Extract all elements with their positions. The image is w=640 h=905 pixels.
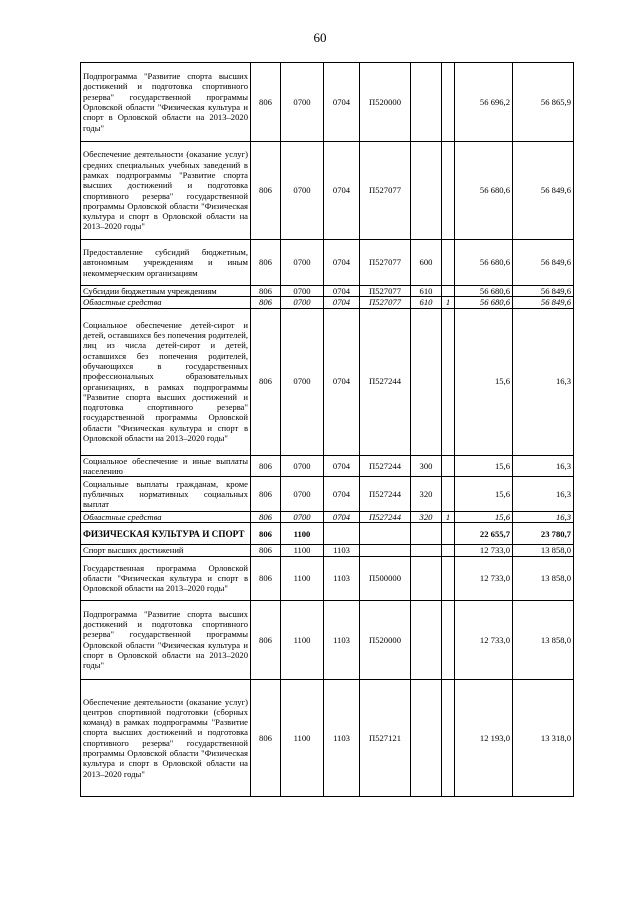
target-article-code: П500000 — [360, 556, 411, 600]
amount-year-1: 12 193,0 — [455, 679, 513, 796]
amount-year-2: 16,3 — [513, 308, 574, 455]
amount-year-1: 56 680,6 — [455, 142, 513, 240]
funding-source-code — [442, 286, 455, 297]
row-description: ФИЗИЧЕСКАЯ КУЛЬТУРА И СПОРТ — [81, 523, 251, 545]
table-row — [81, 286, 574, 297]
amount-year-1: 15,6 — [455, 308, 513, 455]
subsection-code: 0704 — [324, 286, 360, 297]
section-code: 1100 — [281, 556, 324, 600]
section-code: 0700 — [281, 286, 324, 297]
amount-year-1: 22 655,7 — [455, 523, 513, 545]
target-article-code: П527077 — [360, 286, 411, 297]
table-row — [81, 455, 574, 477]
funding-source-code: 1 — [442, 297, 455, 308]
section-code: 0700 — [281, 63, 324, 142]
section-code: 0700 — [281, 308, 324, 455]
amount-year-2: 16,3 — [513, 512, 574, 523]
ministry-code: 806 — [251, 556, 281, 600]
section-code: 1100 — [281, 600, 324, 679]
table-row — [81, 308, 574, 455]
expense-kind-code: 610 — [411, 286, 442, 297]
target-article-code: П527077 — [360, 240, 411, 286]
row-description: Социальное обеспечение и иные выплаты населению — [81, 455, 251, 477]
row-description: Субсидии бюджетным учреждениям — [81, 286, 251, 297]
funding-source-code — [442, 63, 455, 142]
target-article-code — [360, 545, 411, 556]
row-description: Подпрограмма "Развитие спорта высших достижений и подготовка спортивного резерва" государственной программы Орловской области "Физическая культура и спорт в Орловской области на 2013–2020 годы" — [81, 600, 251, 679]
row-description: Предоставление субсидий бюджетным, автономным учреждениям и иным некоммерческим организациям — [81, 240, 251, 286]
ministry-code: 806 — [251, 142, 281, 240]
target-article-code: П527077 — [360, 297, 411, 308]
funding-source-code — [442, 679, 455, 796]
subsection-code: 0704 — [324, 63, 360, 142]
funding-source-code — [442, 545, 455, 556]
expense-kind-code — [411, 600, 442, 679]
ministry-code: 806 — [251, 63, 281, 142]
section-code: 1100 — [281, 679, 324, 796]
subsection-code: 1103 — [324, 556, 360, 600]
ministry-code: 806 — [251, 297, 281, 308]
ministry-code: 806 — [251, 512, 281, 523]
row-description: Социальное обеспечение детей-сирот и детей, оставшихся без попечения родителей, лиц из числа детей-сирот и детей, оставшихся без попечения родителей, обучающихся в государственных профессиональных образовательных организациях, в рамках подпрограммы "Развитие спорта высших достижений и подготовка спортивного резерва" государственной программы Орловской области "Физическая культура и спорт в Орловской области на 2013–2020 годы" — [81, 308, 251, 455]
ministry-code: 806 — [251, 286, 281, 297]
funding-source-code — [442, 556, 455, 600]
funding-source-code — [442, 308, 455, 455]
ministry-code: 806 — [251, 523, 281, 545]
amount-year-2: 13 858,0 — [513, 545, 574, 556]
table-row — [81, 512, 574, 523]
row-description: Областные средства — [81, 512, 251, 523]
section-code: 0700 — [281, 240, 324, 286]
expense-kind-code: 300 — [411, 455, 442, 477]
amount-year-2: 56 849,6 — [513, 286, 574, 297]
funding-source-code — [442, 455, 455, 477]
row-description: Подпрограмма "Развитие спорта высших достижений и подготовка спортивного резерва" государственной программы Орловской области "Физическая культура и спорт в Орловской области на 2013–2020 годы" — [81, 63, 251, 142]
amount-year-2: 56 849,6 — [513, 142, 574, 240]
ministry-code: 806 — [251, 308, 281, 455]
amount-year-2: 13 858,0 — [513, 600, 574, 679]
table-row — [81, 477, 574, 512]
table-row — [81, 63, 574, 142]
expense-kind-code — [411, 679, 442, 796]
table-row — [81, 545, 574, 556]
subsection-code: 0704 — [324, 477, 360, 512]
expense-kind-code: 320 — [411, 512, 442, 523]
section-code: 0700 — [281, 512, 324, 523]
amount-year-1: 56 680,6 — [455, 240, 513, 286]
subsection-code: 0704 — [324, 142, 360, 240]
amount-year-1: 56 680,6 — [455, 297, 513, 308]
amount-year-2: 56 849,6 — [513, 297, 574, 308]
amount-year-2: 56 865,9 — [513, 63, 574, 142]
table-row — [81, 523, 574, 545]
amount-year-1: 12 733,0 — [455, 556, 513, 600]
target-article-code — [360, 523, 411, 545]
amount-year-1: 15,6 — [455, 455, 513, 477]
target-article-code: П527244 — [360, 512, 411, 523]
target-article-code: П527244 — [360, 477, 411, 512]
expense-kind-code — [411, 142, 442, 240]
target-article-code: П527077 — [360, 142, 411, 240]
target-article-code: П527121 — [360, 679, 411, 796]
funding-source-code — [442, 477, 455, 512]
section-code: 1100 — [281, 545, 324, 556]
ministry-code: 806 — [251, 600, 281, 679]
subsection-code: 0704 — [324, 512, 360, 523]
expense-kind-code — [411, 556, 442, 600]
section-code: 0700 — [281, 297, 324, 308]
subsection-code: 1103 — [324, 679, 360, 796]
funding-source-code — [442, 142, 455, 240]
target-article-code: П527244 — [360, 308, 411, 455]
amount-year-2: 23 780,7 — [513, 523, 574, 545]
row-description: Государственная программа Орловской области "Физическая культура и спорт в Орловской области на 2013–2020 годы" — [81, 556, 251, 600]
amount-year-1: 12 733,0 — [455, 600, 513, 679]
expense-kind-code — [411, 545, 442, 556]
expense-kind-code — [411, 63, 442, 142]
amount-year-1: 12 733,0 — [455, 545, 513, 556]
amount-year-1: 15,6 — [455, 512, 513, 523]
funding-source-code — [442, 523, 455, 545]
row-description: Обеспечение деятельности (оказание услуг) центров спортивной подготовки (сборных команд) в рамках подпрограммы "Развитие спорта высших достижений и подготовка спортивного резерва" государственной программы Орловской области "Физическая культура и спорт в Орловской области на 2013–2020 годы" — [81, 679, 251, 796]
section-code: 0700 — [281, 477, 324, 512]
table-row — [81, 556, 574, 600]
amount-year-1: 15,6 — [455, 477, 513, 512]
table-row — [81, 240, 574, 286]
budget-table-body — [81, 63, 574, 797]
target-article-code: П527244 — [360, 455, 411, 477]
section-code: 1100 — [281, 523, 324, 545]
amount-year-2: 56 849,6 — [513, 240, 574, 286]
budget-table — [80, 62, 574, 797]
section-code: 0700 — [281, 455, 324, 477]
expense-kind-code — [411, 523, 442, 545]
subsection-code — [324, 523, 360, 545]
table-row — [81, 679, 574, 796]
amount-year-2: 13 858,0 — [513, 556, 574, 600]
amount-year-1: 56 680,6 — [455, 286, 513, 297]
funding-source-code — [442, 600, 455, 679]
section-code: 0700 — [281, 142, 324, 240]
funding-source-code: 1 — [442, 512, 455, 523]
table-row — [81, 297, 574, 308]
expense-kind-code: 610 — [411, 297, 442, 308]
amount-year-2: 16,3 — [513, 477, 574, 512]
row-description: Областные средства — [81, 297, 251, 308]
subsection-code: 0704 — [324, 297, 360, 308]
ministry-code: 806 — [251, 455, 281, 477]
row-description: Социальные выплаты гражданам, кроме публичных нормативных социальных выплат — [81, 477, 251, 512]
table-row — [81, 142, 574, 240]
amount-year-1: 56 696,2 — [455, 63, 513, 142]
amount-year-2: 13 318,0 — [513, 679, 574, 796]
ministry-code: 806 — [251, 545, 281, 556]
expense-kind-code — [411, 308, 442, 455]
subsection-code: 0704 — [324, 240, 360, 286]
expense-kind-code: 600 — [411, 240, 442, 286]
amount-year-2: 16,3 — [513, 455, 574, 477]
target-article-code: П520000 — [360, 600, 411, 679]
row-description: Обеспечение деятельности (оказание услуг) средних специальных учебных заведений в рамках подпрограммы "Развитие спорта высших достижений и подготовка спортивного резерва" государственной программы Орловской области "Физическая культура и спорт в Орловской области на 2013–2020 годы" — [81, 142, 251, 240]
funding-source-code — [442, 240, 455, 286]
expense-kind-code: 320 — [411, 477, 442, 512]
row-description: Спорт высших достижений — [81, 545, 251, 556]
table-row — [81, 600, 574, 679]
subsection-code: 1103 — [324, 600, 360, 679]
ministry-code: 806 — [251, 679, 281, 796]
subsection-code: 0704 — [324, 455, 360, 477]
subsection-code: 0704 — [324, 308, 360, 455]
page-number: 60 — [313, 30, 327, 45]
subsection-code: 1103 — [324, 545, 360, 556]
ministry-code: 806 — [251, 477, 281, 512]
ministry-code: 806 — [251, 240, 281, 286]
target-article-code: П520000 — [360, 63, 411, 142]
